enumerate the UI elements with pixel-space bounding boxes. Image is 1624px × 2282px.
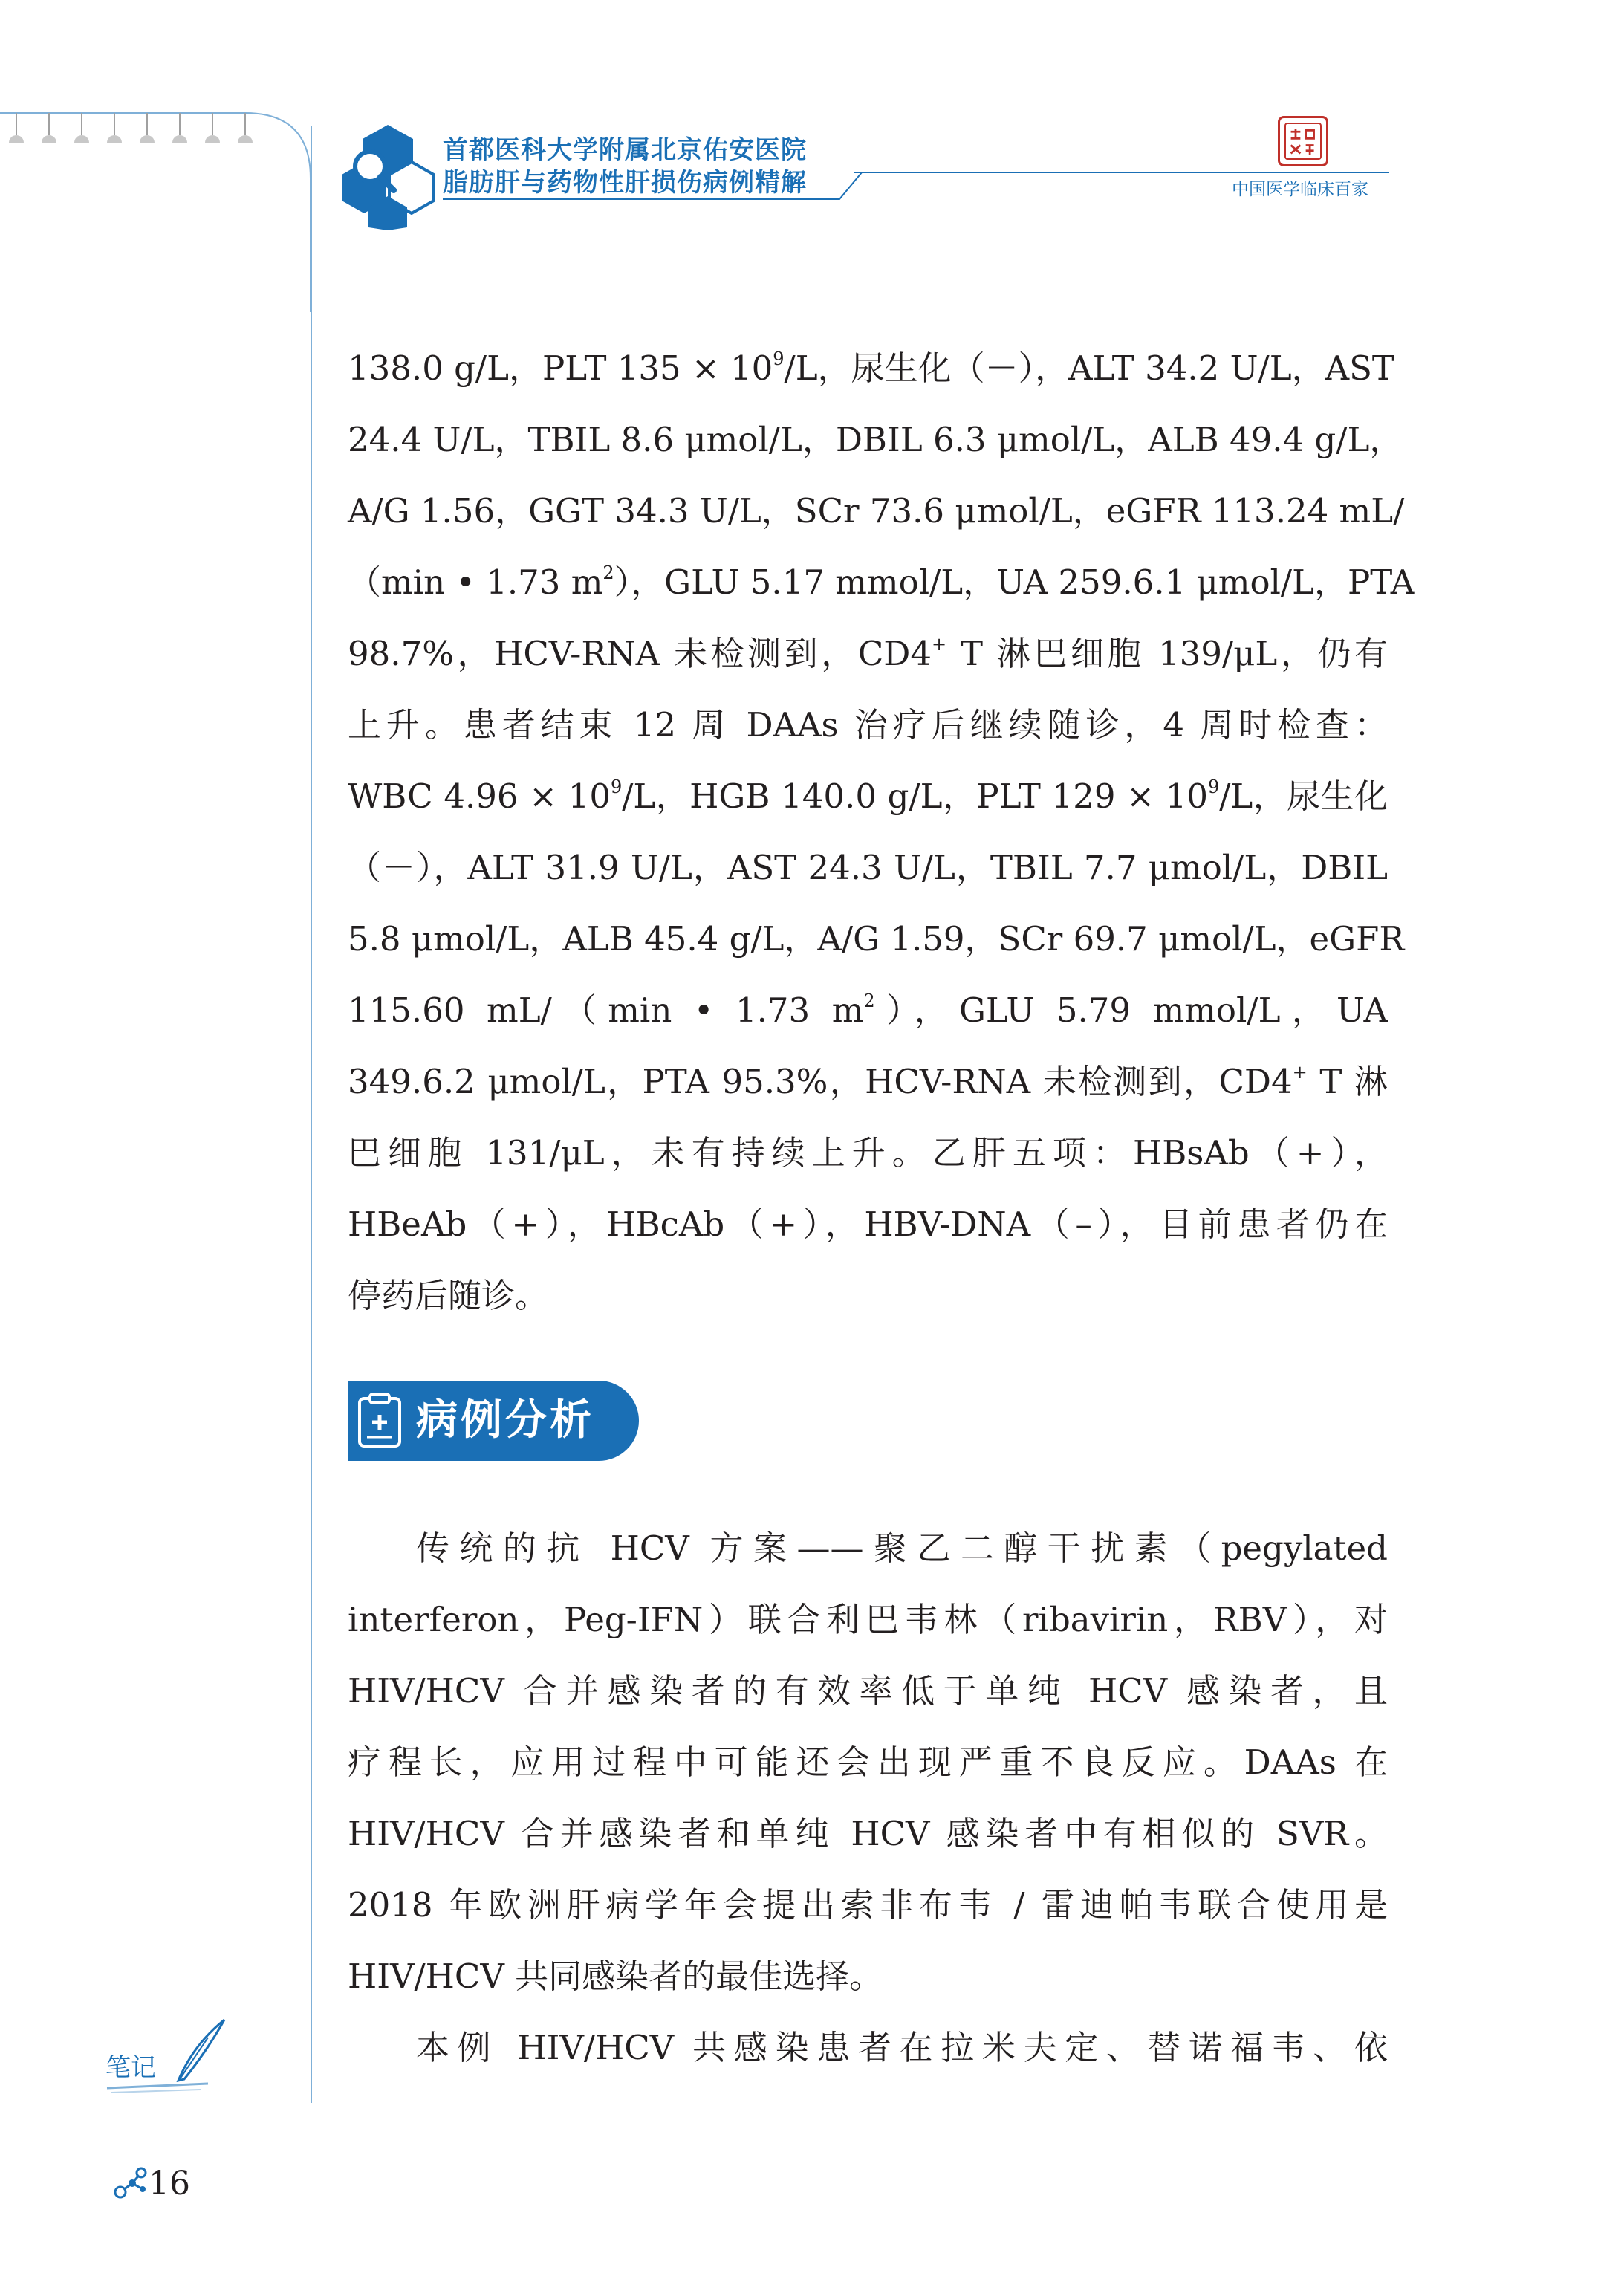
text-line: 115.60 mL/（min • 1.73 $m^2$），GLU 5.79 mmol/L，UA [348, 991, 1388, 1030]
red-seal-icon [1278, 116, 1328, 166]
section-title: 病例分析 [416, 1396, 594, 1445]
text-line: 巴细胞 131/μL，未有持续上升。乙肝五项：HBsAb（+）， [348, 1133, 1388, 1173]
text-line: 349.6.2 μmol/L，PTA 95.3%，HCV-RNA 未检测到，CD4+ T 淋 [348, 1062, 1388, 1101]
text-line: HIV/HCV 共同感染者的最佳选择。 [348, 1957, 883, 1996]
institution-name: 首都医科大学附属北京佑安医院 [443, 135, 807, 165]
analysis-text [348, 1513, 1388, 2084]
case-text [348, 333, 1415, 1332]
page-number: 16 [149, 2165, 190, 2202]
book-title: 脂肪肝与药物性肝损伤病例精解 [443, 168, 807, 198]
text-line: 24.4 U/L，TBIL 8.6 μmol/L，DBIL 6.3 μmol/L，ALB 49.4 g/L， [348, 420, 1403, 459]
text-line: 停药后随诊。 [348, 1276, 549, 1315]
text-line: 本例 HIV/HCV 共感染患者在拉米夫定、替诺福韦、依 [416, 2028, 1388, 2067]
text-line: interferon，Peg-IFN）联合利巴韦林（ribavirin，RBV），对 [348, 1600, 1388, 1639]
clipboard-icon [357, 1393, 403, 1449]
text-line: HIV/HCV 合并感染者的有效率低于单纯 HCV 感染者，且 [348, 1671, 1388, 1711]
header-rule-lines [0, 0, 1624, 312]
text-line: A/G 1.56，GGT 34.3 U/L，SCr 73.6 μmol/L，eGFR 113.24 mL/ [348, 491, 1405, 531]
text-line: 98.7%，HCV-RNA 未检测到，CD4+ T 淋巴细胞 139/μL，仍有 [348, 634, 1388, 673]
binding-dots [0, 113, 253, 143]
text-line: 2018 年欧洲肝病学年会提出索非布韦 / 雷迪帕韦联合使用是 [348, 1885, 1388, 1925]
text-line: HBeAb（+），HBcAb（+），HBV-DNA（–），目前患者仍在 [348, 1205, 1388, 1244]
text-line: 138.0 g/L，PLT $135 \times 10^9/L$，尿生化（－），ALT 34.2 U/L，AST [348, 349, 1394, 388]
quill-pen-icon [97, 2015, 230, 2097]
svg-text:笔记: 笔记 [105, 2053, 156, 2083]
text-line: WBC $4.96 \times 10^9/L$，HGB 140.0 g/L，PLT $129 \times 10^9/L$，尿生化 [348, 777, 1388, 816]
hexagon-magnifier-icon [336, 119, 440, 230]
text-line: HIV/HCV 合并感染者和单纯 HCV 感染者中有相似的 SVR。 [348, 1814, 1388, 1853]
text-line: 上升。患者结束 12 周 DAAs 治疗后继续随诊，4 周时检查： [348, 705, 1388, 745]
header-title [443, 134, 807, 199]
text-line: 5.8 μmol/L，ALB 45.4 g/L，A/G 1.59，SCr 69.7 μmol/L，eGFR [348, 919, 1405, 959]
text-line: 疗程长，应用过程中可能还会出现严重不良反应。DAAs 在 [348, 1743, 1388, 1782]
text-line: （min • 1.73 $m^2$），GLU 5.17 mmol/L，UA 259.6.1 μmol/L，PTA [348, 563, 1415, 602]
text-line: 传统的抗 HCV 方案——聚乙二醇干扰素（pegylated [416, 1529, 1388, 1568]
series-name: 中国医学临床百家 [1232, 180, 1368, 199]
molecule-icon [111, 2164, 149, 2201]
margin-rule [311, 126, 312, 2103]
section-heading [348, 1381, 639, 1461]
text-line: （－），ALT 31.9 U/L，AST 24.3 U/L，TBIL 7.7 μmol/L，DBIL [348, 848, 1388, 887]
